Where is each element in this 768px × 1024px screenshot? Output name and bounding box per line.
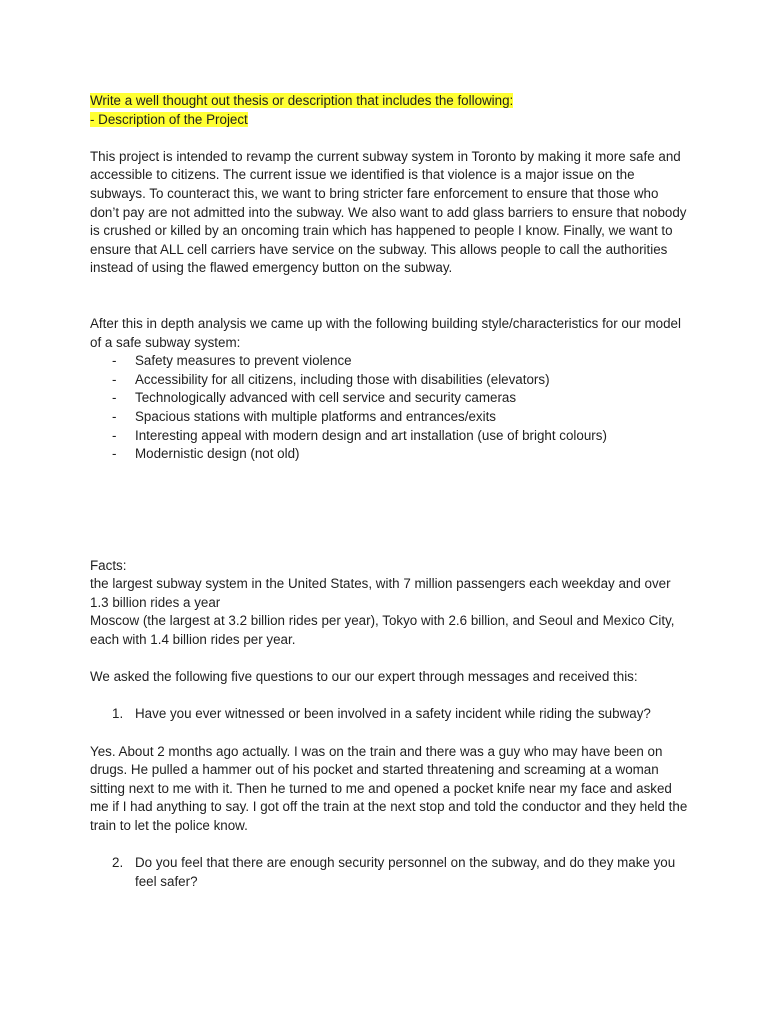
document-page: [90, 92, 690, 891]
question-number: 2.: [112, 855, 124, 871]
question-text: Have you ever witnessed or been involved in a safety incident while riding the subway?: [135, 706, 651, 722]
question-2-list: [90, 854, 690, 891]
list-item: [90, 445, 690, 464]
bullet-dash: -: [112, 371, 117, 387]
project-description: This project is intended to revamp the current subway system in Toronto by making it more safe and accessible to citizens. The current issue we identified is that violence is a major issue on the subways. To counteract this, we want to bring stricter fare enforcement to ensure that those who don’t pay are not admitted into the subway. We also want to add glass barriers to ensure that nobody is crushed or killed by an oncoming train which has happened to people I know. Finally, we want to ensure that ALL cell carriers have service on the subway. This allows people to call the authorities instead of using the flawed emergency button on the subway.: [90, 148, 687, 276]
prompt-line-1: Write a well thought out thesis or description that includes the following:: [90, 93, 514, 108]
list-item-text: Interesting appeal with modern design and art installation (use of bright colours): [135, 427, 607, 443]
list-item: [90, 427, 690, 446]
bullet-dash: -: [112, 427, 117, 443]
fact-1: the largest subway system in the United States, with 7 million passengers each weekday and over 1.3 billion rides a year: [90, 576, 671, 610]
question-text: Do you feel that there are enough security personnel on the subway, and do they make you feel safer?: [135, 855, 676, 889]
list-item-text: Accessibility for all citizens, including those with disabilities (elevators): [135, 371, 550, 387]
bullet-dash: -: [112, 390, 117, 406]
question-number: 1.: [112, 706, 124, 722]
facts-section: [90, 557, 690, 650]
fact-2: Moscow (the largest at 3.2 billion rides per year), Tokyo with 2.6 billion, and Seoul and Mexico City, each with 1.4 billion rides per year.: [90, 613, 675, 648]
prompt-header: [90, 92, 690, 129]
bullet-dash: -: [112, 353, 117, 369]
list-item: [90, 408, 690, 427]
bullet-dash: -: [112, 446, 117, 462]
question-1-list: [90, 705, 690, 724]
list-item: [90, 352, 690, 371]
question-item: [90, 705, 690, 724]
list-item: [90, 389, 690, 408]
answer-1: Yes. About 2 months ago actually. I was on the train and there was a guy who may have been on drugs. He pulled a hammer out of his pocket and started threatening and screaming at a woman sitting next to me with it. Then he turned to me and opened a pocket knife near my face and asked me if I had anything to say. I got off the train at the next stop and told the conductor and they held the train to let the police know.: [90, 743, 688, 833]
list-item-text: Safety measures to prevent violence: [135, 353, 352, 369]
list-item-text: Modernistic design (not old): [135, 446, 300, 462]
analysis-intro: After this in depth analysis we came up with the following building style/characteristics for our model of a safe subway system:: [90, 315, 681, 350]
characteristics-list: [90, 352, 690, 464]
interview-intro: We asked the following five questions to our our expert through messages and received this:: [90, 669, 638, 685]
prompt-line-2: - Description of the Project: [90, 111, 248, 127]
list-item-text: Technologically advanced with cell service and security cameras: [135, 390, 517, 406]
question-item: [90, 854, 690, 891]
list-item: [90, 371, 690, 390]
list-item-text: Spacious stations with multiple platforms and entrances/exits: [135, 408, 496, 424]
facts-label: Facts:: [90, 557, 127, 573]
bullet-dash: -: [112, 408, 117, 424]
